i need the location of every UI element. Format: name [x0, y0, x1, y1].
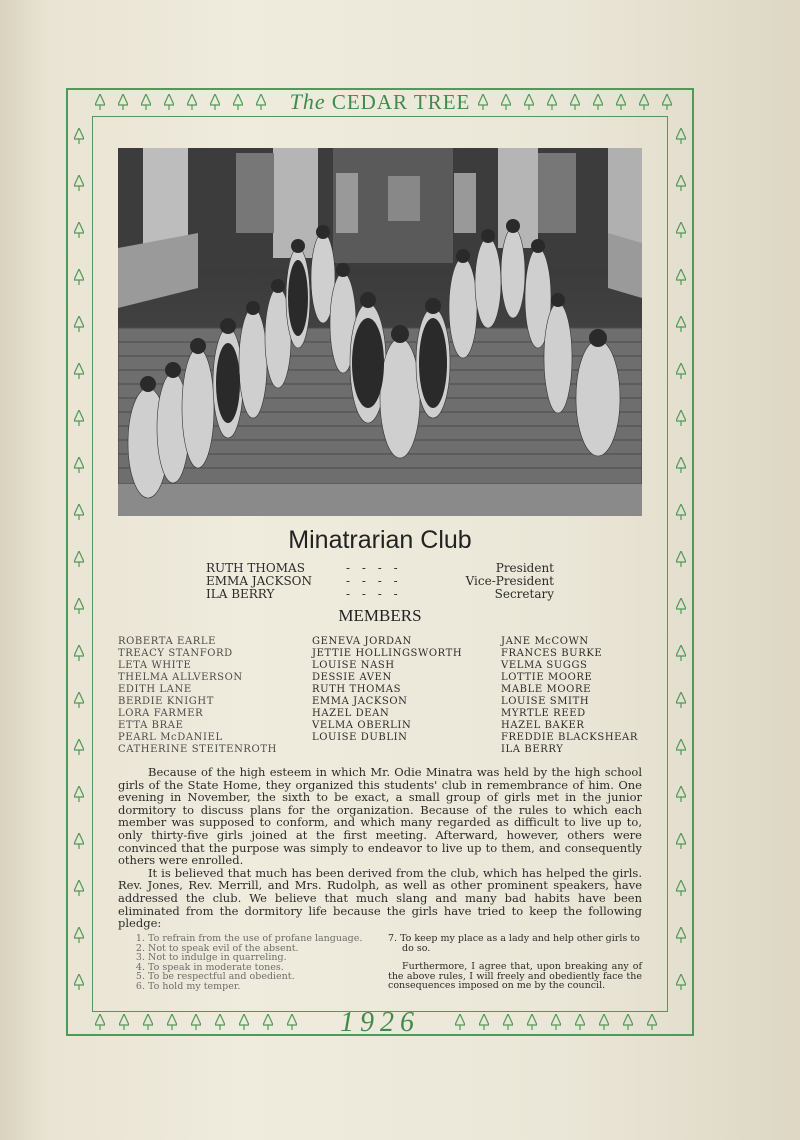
group-photo [118, 148, 642, 516]
officer-role: Vice-President [465, 574, 554, 588]
member-name: ILA BERRY [501, 744, 564, 755]
member-name: FRANCES BURKE [501, 648, 603, 659]
pledge-item: 3. Not to indulge in quarreling. [148, 953, 370, 963]
pledge-item: 1. To refrain from the use of profane language. [148, 934, 370, 944]
member-name: CATHERINE STEITENROTH [118, 744, 277, 755]
officer-dashes: - - - - [346, 561, 402, 575]
member-name: BERDIE KNIGHT [118, 696, 214, 707]
officer-row [206, 588, 566, 601]
member-name: EMMA JACKSON [312, 696, 408, 707]
pledge-item: 4. To speak in moderate tones. [148, 963, 370, 973]
member-name: JETTIE HOLLINGSWORTH [312, 648, 463, 659]
pledge-item: 2. Not to speak evil of the absent. [148, 944, 370, 954]
member-name: HAZEL DEAN [312, 708, 390, 719]
member-name: LETA WHITE [118, 660, 192, 671]
member-name: LOTTIE MOORE [501, 672, 593, 683]
members-heading: MEMBERS [338, 606, 422, 625]
members-column-1 [118, 636, 277, 756]
pledge-closing: Furthermore, I agree that, upon breaking any of the above rules, I will freely and obediently face the consequences imposed on me by the council. [388, 961, 642, 992]
group-photo-image [118, 148, 642, 516]
member-name: JANE McCOWN [501, 636, 589, 647]
officer-dashes: - - - - [346, 587, 402, 601]
member-name: MYRTLE REED [501, 708, 586, 719]
member-name: HAZEL BAKER [501, 720, 585, 731]
yearbook-header [0, 88, 760, 116]
member-name: EDITH LANE [118, 684, 192, 695]
officer-name: ILA BERRY [206, 587, 275, 601]
pledge-item: 6. To hold my temper. [148, 982, 370, 992]
pledge-list-left [130, 934, 370, 992]
member-name: LOUISE DUBLIN [312, 732, 408, 743]
member-name: RUTH THOMAS [312, 684, 402, 695]
pledge-list-right [388, 934, 642, 991]
members-column-2 [312, 636, 462, 744]
officer-role: President [495, 561, 554, 575]
club-history-text [118, 766, 642, 930]
member-name: LOUISE NASH [312, 660, 395, 671]
member-name: VELMA SUGGS [501, 660, 588, 671]
officer-name: RUTH THOMAS [206, 561, 305, 575]
member-name: PEARL McDANIEL [118, 732, 223, 743]
member-name: VELMA OBERLIN [312, 720, 412, 731]
member-name: MABLE MOORE [501, 684, 591, 695]
member-name: THELMA ALLVERSON [118, 672, 243, 683]
pledge-item: 7. To keep my place as a lady and help other girls to do so. [388, 933, 640, 954]
officer-role: Secretary [494, 587, 554, 601]
officers-list [206, 562, 566, 601]
member-name: TREACY STANFORD [118, 648, 233, 659]
member-name: ETTA BRAE [118, 720, 184, 731]
officer-dashes: - - - - [346, 574, 402, 588]
footer-year: 1926 [340, 1007, 420, 1038]
member-name: GENEVA JORDAN [312, 636, 412, 647]
members-column-3 [501, 636, 638, 756]
member-name: LOUISE SMITH [501, 696, 590, 707]
member-name: FREDDIE BLACKSHEAR [501, 732, 638, 743]
member-name: DESSIE AVEN [312, 672, 392, 683]
header-the: The [289, 89, 326, 114]
header-title: CEDAR TREE [331, 90, 471, 114]
body-paragraph: It is believed that much has been derived from the club, which has helped the girls. Rev. Jones, Rev. Merrill, and Mrs. Rudolph, as well as other prominent speakers, have addressed the club. We believe that much slang and many bad habits have been eliminated from the dormitory life because the girls have tried to keep the following pledge: [118, 865, 642, 931]
member-name: ROBERTA EARLE [118, 636, 217, 647]
pledge-item: 5. To be respectful and obedient. [148, 972, 370, 982]
club-title: Minatrarian Club [288, 526, 472, 554]
member-name: LORA FARMER [118, 708, 204, 719]
body-paragraph: Because of the high esteem in which Mr. Odie Minatra was held by the high school girls of the State Home, they organized this students' club in remembrance of him. One evening in November, the sixth to be exact, a small group of girls met in the junior dormitory to discuss plans for the organization. Because of the rules to which each member was supposed to conform, and which many regarded as difficult to live up to, only thirty-five girls joined at the first meeting. Afterward, however, others were convinced that the purpose was simply to endeavor to live up to them, and consequently others were enrolled. [118, 765, 642, 868]
officer-name: EMMA JACKSON [206, 574, 312, 588]
